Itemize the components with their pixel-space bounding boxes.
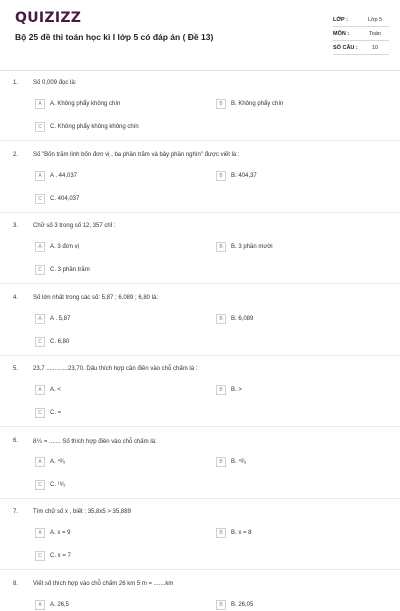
- question-number: 6.: [13, 437, 19, 444]
- option-letter-box: C: [35, 480, 45, 490]
- answer-option-a[interactable]: [35, 384, 61, 396]
- option-text: A . 5,87: [50, 315, 71, 322]
- option-text: B. Không phẩy chín: [231, 101, 284, 107]
- question-text: Số 0,009 đọc là:: [33, 80, 77, 86]
- answer-option-c[interactable]: [35, 121, 139, 133]
- meta-value-subject: Toán: [369, 31, 381, 37]
- option-text: B. 3 phần mười: [231, 244, 273, 250]
- option-letter-box: B: [216, 99, 226, 109]
- option-text: A. ⁴²⁄₅: [50, 458, 66, 465]
- answer-option-b[interactable]: [216, 241, 273, 253]
- option-letter-box: B: [216, 457, 226, 467]
- option-letter-box: A: [35, 242, 45, 252]
- answer-option-a[interactable]: [35, 527, 71, 539]
- answer-option-a[interactable]: [35, 98, 120, 110]
- answer-option-c[interactable]: [35, 479, 66, 491]
- option-letter-box: B: [216, 242, 226, 252]
- option-letter-box: B: [216, 171, 226, 181]
- answer-option-c[interactable]: [35, 193, 79, 205]
- question-number: 1.: [13, 80, 19, 86]
- meta-divider: [333, 40, 389, 41]
- option-text: B. ⁴²⁄₅: [231, 458, 247, 465]
- meta-divider: [333, 26, 389, 27]
- answer-option-a[interactable]: [35, 241, 79, 253]
- question-separator: [0, 569, 400, 570]
- option-letter-box: A: [35, 457, 45, 467]
- option-text: C. =: [50, 410, 62, 416]
- question-number: 2.: [13, 151, 19, 158]
- option-text: A. <: [50, 387, 61, 393]
- option-letter-box: C: [35, 551, 45, 561]
- question-text: 23,7 .............23,70. Dấu thích hợp cần điền vào chỗ chấm là :: [33, 366, 198, 372]
- option-letter-box: C: [35, 122, 45, 132]
- header-divider: [0, 70, 400, 71]
- quizizz-logo: QUIZIZZ: [15, 10, 82, 26]
- answer-option-b[interactable]: [216, 456, 246, 468]
- document-header: [0, 0, 400, 62]
- option-letter-box: A: [35, 600, 45, 610]
- option-text: B. >: [231, 387, 242, 393]
- answer-option-c[interactable]: [35, 336, 69, 348]
- question-text: Chữ số 3 trong số 12, 357 chỉ :: [33, 223, 116, 229]
- question-separator: [0, 355, 400, 356]
- meta-value-grade: Lớp 5: [367, 17, 383, 23]
- question-text: Viết số thích hợp vào chỗ chấm 26 km 5 m = .......km: [33, 580, 174, 587]
- answer-option-a[interactable]: [35, 456, 65, 468]
- question-number: 5.: [13, 366, 19, 372]
- option-letter-box: A: [35, 99, 45, 109]
- answer-option-b[interactable]: [216, 527, 252, 539]
- option-letter-box: C: [35, 265, 45, 275]
- option-letter-box: B: [216, 528, 226, 538]
- answer-option-a[interactable]: [35, 313, 70, 325]
- question-number: 8.: [13, 580, 19, 587]
- answer-option-b[interactable]: [216, 599, 253, 611]
- question-text: Tìm chữ số x , biết : 35,8x5 > 35,889: [33, 509, 131, 515]
- option-text: B. x = 8: [231, 530, 252, 536]
- option-text: C. x = 7: [50, 553, 71, 559]
- option-text: C. 3 phần trăm: [50, 267, 90, 273]
- option-text: B. 6,089: [231, 315, 254, 322]
- answer-option-b[interactable]: [216, 98, 283, 110]
- option-letter-box: C: [35, 408, 45, 418]
- answer-option-a[interactable]: [35, 170, 77, 182]
- option-letter-box: C: [35, 337, 45, 347]
- option-text: A. 26,5: [50, 601, 70, 608]
- answer-option-c[interactable]: [35, 264, 90, 276]
- answer-option-b[interactable]: [216, 384, 242, 396]
- option-letter-box: B: [216, 314, 226, 324]
- question-number: 3.: [13, 223, 19, 229]
- question-separator: [0, 498, 400, 499]
- option-text: C. Không phẩy không không chín: [50, 124, 139, 130]
- option-letter-box: A: [35, 528, 45, 538]
- option-letter-box: A: [35, 171, 45, 181]
- meta-label-grade: LỚP :: [333, 17, 348, 23]
- answer-option-c[interactable]: [35, 550, 71, 562]
- question-text: Số "Bốn trăm linh bốn đơn vị , ba phần trăm và bảy phần nghìn" được viết là :: [33, 151, 240, 158]
- option-text: B. 404,37: [231, 172, 257, 179]
- option-text: C. 404,037: [50, 195, 80, 202]
- question-text: Số lớn nhất trong các số: 5,87 ; 6,089 ; 6,80 là:: [33, 294, 159, 301]
- option-letter-box: A: [35, 385, 45, 395]
- question-separator: [0, 283, 400, 284]
- option-text: A. Không phẩy không chín: [50, 101, 121, 107]
- option-letter-box: B: [216, 600, 226, 610]
- option-text: A. x = 9: [50, 530, 71, 536]
- answer-option-b[interactable]: [216, 170, 257, 182]
- question-separator: [0, 212, 400, 213]
- option-letter-box: A: [35, 314, 45, 324]
- option-letter-box: B: [216, 385, 226, 395]
- meta-label-question-count: SỐ CÂU :: [333, 45, 358, 51]
- question-separator: [0, 140, 400, 141]
- answer-option-a[interactable]: [35, 599, 69, 611]
- question-text: 8⅖ = ....... Số thích hợp điền vào chỗ chấm là:: [33, 438, 157, 445]
- answer-option-c[interactable]: [35, 407, 61, 419]
- option-letter-box: C: [35, 194, 45, 204]
- question-separator: [0, 426, 400, 427]
- document-title: Bộ 25 đề thi toán học kì I lớp 5 có đáp án ( Đề 13): [15, 32, 214, 42]
- option-text: C. ¹⁶⁄₅: [50, 481, 66, 488]
- question-number: 4.: [13, 294, 19, 301]
- option-text: A. 3 đơn vị: [50, 244, 79, 250]
- option-text: C. 6,80: [50, 338, 70, 345]
- answer-option-b[interactable]: [216, 313, 253, 325]
- meta-value-question-count: 10: [371, 45, 379, 51]
- option-text: B. 26,05: [231, 601, 254, 608]
- option-text: A . 44,037: [50, 172, 78, 179]
- meta-divider: [333, 54, 389, 55]
- meta-label-subject: MÔN :: [333, 31, 350, 37]
- question-number: 7.: [13, 509, 19, 515]
